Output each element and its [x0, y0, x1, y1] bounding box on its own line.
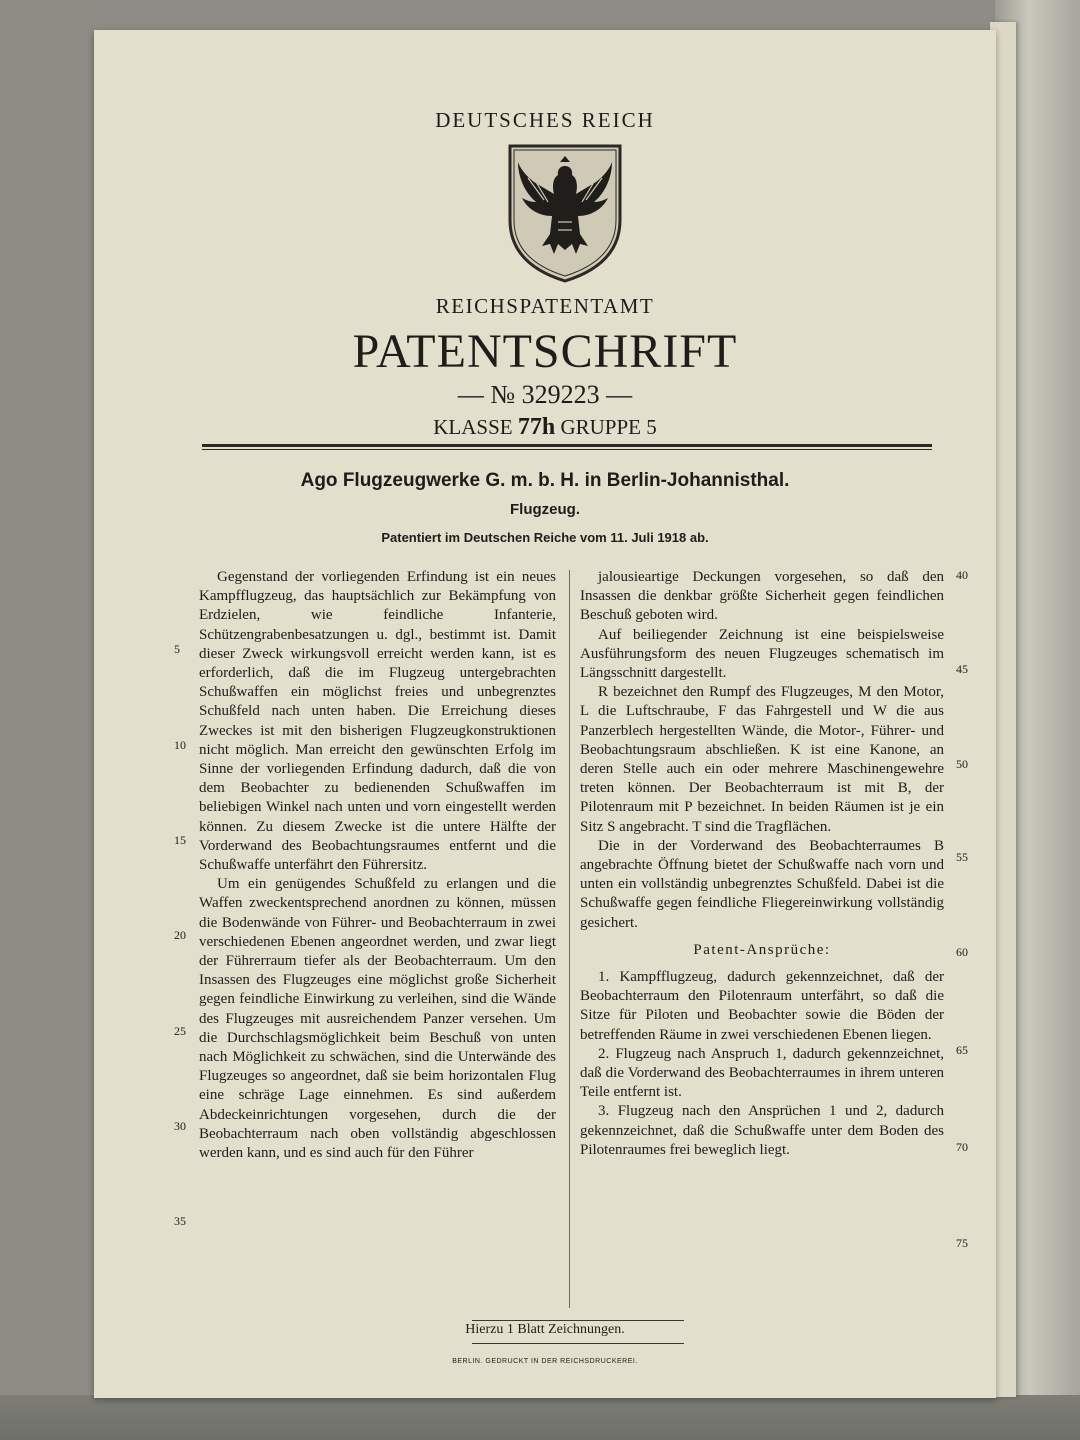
- patent-document: [94, 30, 996, 1398]
- paragraph: R bezeichnet den Rumpf des Flugzeuges, M den Motor, L die Luftschraube, F das Fahrgestell und W die aus Panzerblech hergestellten Wände, die Motor-, Führer- und Beobachtungsraum abschließen. K ist eine Kanone, an deren Stelle auch ein oder mehrere Maschinengewehre treten können. Der Beobachterraum ist mit B, der Pilotenraum mit P bezeichnet. In beiden Räumen ist je ein Sitz S angebracht. T sind die Tragflächen.: [580, 684, 944, 835]
- paragraph: jalousieartige Deckungen vorgesehen, so daß den Insassen die denkbar größte Sicherheit gegen feindlichen Beschuß geboten wird.: [580, 569, 944, 624]
- line-number: 30: [174, 1119, 186, 1133]
- paragraph: Um ein genügendes Schußfeld zu erlangen und die Waffen zweckentsprechend anordnen zu können, müssen die Bodenwände von Führer- und Beobachterraum in zwei verschiedenen Ebenen angeordnet werden, und zwar liegt der Führerraum tiefer als der Beobachterraum. Um den Insassen des Flugzeuges eine möglichst große Sicherheit gegen feindliche Einwirkung zu verleihen, sind die Wände des Flugzeuges mit ausreichendem Panzer versehen. Um die Durchschlagsmöglichkeit beim Beschuß von unten nach Möglichkeit zu schwächen, sind die Unterwände des Flugzeuges so angeordnet, daß sie beim horizontalen Flug eine schräge Lage einnehmen. Es sind außerdem Abdeckeinrichtungen vorgesehen, durch die der Beobachterraum nach oben vollständig abgeschlossen werden kann, und es sind auch für den Führer: [199, 876, 556, 1162]
- claim-item: 1. Kampfflugzeug, dadurch gekennzeichnet, daß der Beobachterraum den Pilotenraum unterfährt, so daß die Sitze für Piloten und Beobachter sowie die Böden der betreffenden Räume in zwei verschiedenen Ebenen liegen.: [580, 969, 944, 1043]
- classification: [94, 414, 996, 441]
- line-number: 75: [956, 1236, 968, 1250]
- header-rule: [202, 444, 932, 447]
- drawings-note: Hierzu 1 Blatt Zeichnungen.: [465, 1322, 625, 1337]
- line-number: 70: [956, 1140, 968, 1154]
- klasse-label: KLASSE: [433, 415, 513, 439]
- line-number: 60: [956, 945, 968, 959]
- gruppe-label: GRUPPE 5: [560, 415, 657, 439]
- claims-heading: Patent-Ansprüche:: [693, 941, 831, 958]
- column-divider: [569, 570, 570, 1308]
- background-bottom: [0, 1395, 1080, 1440]
- applicant-company: Ago Flugzeugwerke G. m. b. H. in Berlin-Johannisthal.: [300, 470, 790, 491]
- line-number: 40: [956, 568, 968, 582]
- line-number: 35: [174, 1214, 186, 1228]
- line-number: 65: [956, 1043, 968, 1057]
- claim-item: 2. Flugzeug nach Anspruch 1, dadurch gekennzeichnet, daß die Vorderwand des Beobachterraumes in ihrem unteren Teile entfernt ist.: [580, 1045, 944, 1101]
- line-number: 15: [174, 833, 186, 847]
- line-number: 55: [956, 850, 968, 864]
- left-column: [199, 568, 556, 1163]
- footer-rule-bottom: [472, 1343, 684, 1344]
- paragraph: Die in der Vorderwand des Beobachterraumes B angebrachte Öffnung bietet der Schußwaffe nach vorn und unten ein vollständig unbegrenztes Schußfeld. Dabei ist die Schußwaffe gegen feindliche Fliegereinwirkung vollständig gesichert.: [580, 837, 944, 931]
- right-column: [580, 568, 944, 1160]
- printer-imprint: BERLIN. GEDRUCKT IN DER REICHSDRUCKEREI.: [452, 1358, 638, 1365]
- paragraph: Gegenstand der vorliegenden Erfindung ist ein neues Kampfflugzeug, das hauptsächlich zur Bekämpfung von Erdzielen, wie feindliche Infanterie, Schützengrabenbesatzungen u. dgl., bestimmt ist. Damit dieser Zweck wirkungsvoll erreicht werden kann, ist es erforderlich, daß die im Flugzeug untergebrachten Schußwaffen ein möglichst freies und unbegrenztes Schußfeld nach unten haben. Die Erreichung dieses Zweckes ist mit den bisherigen Flugzeugkonstruktionen nicht möglich. Man erreicht den gewünschten Erfolg im Sinne der vorliegenden Erfindung dadurch, daß die von dem Beobachter zu bedienenden Schußwaffen im beliebigen Winkel nach unten und vorn eingestellt werden können. Zu diesem Zwecke ist die untere Hälfte der Vorderwand des Beobachtungsraumes entfernt und die Schußwaffe unterfährt den Führersitz.: [199, 569, 556, 874]
- footer-rule-top: [472, 1320, 684, 1321]
- document-type-title: PATENTSCHRIFT: [352, 325, 738, 378]
- line-number: 5: [174, 642, 180, 656]
- line-number: 20: [174, 928, 186, 942]
- header-rule-thin: [202, 449, 932, 450]
- klasse-value: 77h: [517, 414, 556, 440]
- line-number: 10: [174, 738, 186, 752]
- office-title: REICHSPATENTAMT: [435, 294, 655, 318]
- claim-item: 3. Flugzeug nach den Ansprüchen 1 und 2, dadurch gekennzeichnet, daß die Schußwaffe unter dem Boden des Pilotenraumes frei beweglich liegt.: [580, 1103, 944, 1158]
- patent-number: — № 329223 —: [457, 380, 633, 409]
- line-number: 25: [174, 1024, 186, 1038]
- eagle-emblem-icon: [506, 142, 624, 284]
- patent-date: Patentiert im Deutschen Reiche vom 11. Juli 1918 ab.: [381, 530, 709, 545]
- patent-subject: Flugzeug.: [510, 501, 580, 518]
- line-number: 50: [956, 757, 968, 771]
- line-number: 45: [956, 662, 968, 676]
- state-title: DEUTSCHES REICH: [435, 108, 655, 132]
- paragraph: Auf beiliegender Zeichnung ist eine beispielsweise Ausführungsform des neuen Flugzeuges schematisch im Längsschnitt dargestellt.: [580, 626, 944, 682]
